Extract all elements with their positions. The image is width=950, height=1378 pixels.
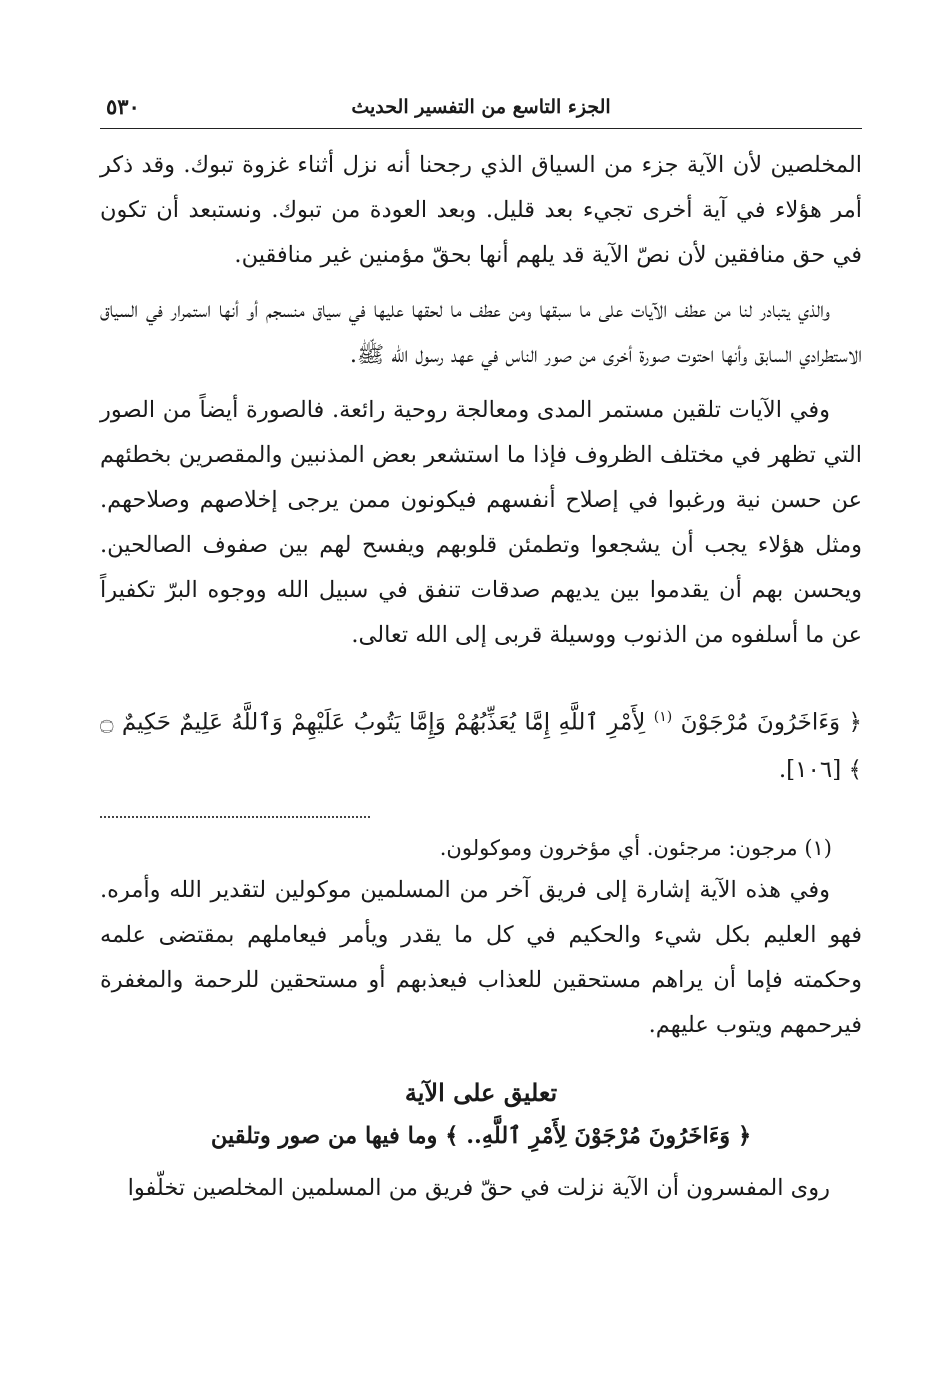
closing-line: روى المفسرون أن الآية نزلت في حقّ فريق من المسلمين المخلصين تخلّفوا: [127, 1174, 830, 1201]
paragraph-2: والذي يتبادر لنا من عطف الآيات على ما سبقها ومن عطف ما لحقها عليها في سياق منسجم أو أنها استمرار في السياق الاستطرادي السابق وأنها احتوت صورة أخرى من صور الناس في عهد رسول الله ﷺ.: [100, 297, 862, 368]
footnote: (١) مرجون: مرجئون. أي مؤخرون وموكولون.: [439, 835, 832, 860]
page-header: [100, 88, 862, 129]
commentary-paragraph: وفي هذه الآية إشارة إلى فريق آخر من المسلمين موكولين لتقدير الله وأمره. فهو العليم بكل شيء والحكيم في كل ما يقدر ويأمر فيعاملهم بمقتضى علمه وحكمته فإما أن يراهم مستحقين للعذاب فيعذبهم أو مستحقين للرحمة والمغفرة فيرحمهم ويتوب عليهم.: [100, 876, 862, 1038]
verse-part-1: ﴿ وَءَاخَرُونَ مُرْجَوْنَ: [680, 709, 862, 736]
footnote-marker: (١): [653, 709, 673, 725]
page-number: ٥٣٠: [106, 94, 140, 119]
book-page: [100, 88, 862, 1233]
paragraph-1: المخلصين لأن الآية جزء من السياق الذي رجحنا أنه نزل أثناء غزوة تبوك. وقد ذكر أمر هؤلاء في آية أخرى تجيء بعد قليل. وبعد العودة من تبوك. ونستبعد أن تكون في حق منافقين لأن نصّ الآية قد يلهم أنها بحقّ مؤمنين غير منافقين.: [100, 152, 862, 268]
verse-part-2: لِأَمْرِ ٱللَّهِ إِمَّا يُعَذِّبُهُمْ وَإِمَّا يَتُوبُ عَلَيْهِمْ وَٱللَّهُ عَلِيمٌ حَكِيمٌ ۝ ﴾ [١٠٦].: [100, 709, 862, 783]
quran-verse: [100, 694, 862, 794]
running-title: الجزء التاسع من التفسير الحديث: [351, 96, 611, 118]
footnote-divider: [100, 816, 370, 818]
section-title: تعليق على الآية: [404, 1077, 558, 1107]
paragraph-3: وفي الآيات تلقين مستمر المدى ومعالجة روحية رائعة. فالصورة أيضاً من الصور التي تظهر في مختلف الظروف فإذا ما استشعر بعض المذنبين والمقصرين بخطئهم عن حسن نية ورغبوا في إصلاح أنفسهم فيكونون ممن يرجى إخلاصهم وصلاحهم. ومثل هؤلاء يجب أن يشجعوا وتطمئن قلوبهم ويفسح لهم بين صفوف الصالحين. ويحسن بهم أن يقدموا بين يديهم صدقات تنفق في سبيل الله ووجوه البرّ تكفيراً عن ما أسلفوه من الذنوب ووسيلة قربى إلى الله تعالى.: [100, 397, 862, 648]
body-text: [100, 143, 862, 658]
section-subtitle: ﴿ وَءَاخَرُونَ مُرْجَوْنَ لِأَمْرِ ٱللَّهِ.. ﴾ وما فيها من صور وتلقين: [210, 1122, 752, 1149]
